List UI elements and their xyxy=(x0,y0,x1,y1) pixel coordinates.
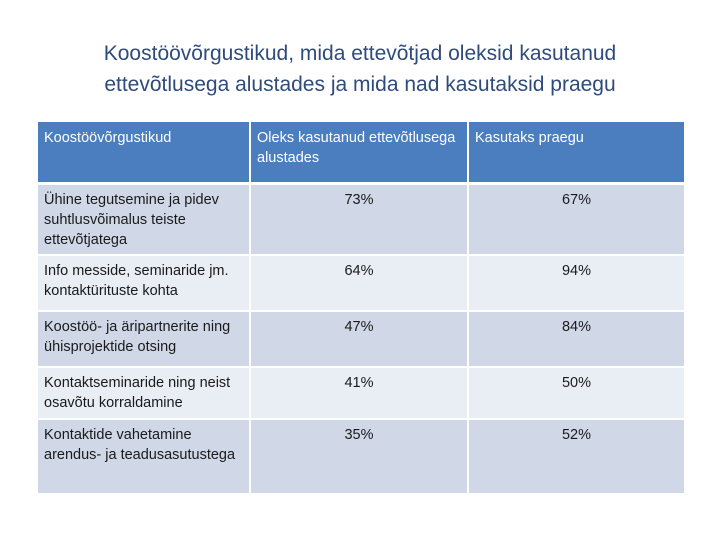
network-name: Ühine tegutsemine ja pidev suhtlusvõimalus teiste ettevõtjatega xyxy=(38,184,250,256)
would-have-used-value: 41% xyxy=(250,367,468,419)
table-header-row xyxy=(38,122,684,184)
would-have-used-value: 47% xyxy=(250,311,468,367)
would-have-used-value: 35% xyxy=(250,419,468,494)
slide-title-line-2: ettevõtlusega alustades ja mida nad kasutaksid praegu xyxy=(104,73,616,96)
would-use-now-value: 52% xyxy=(468,419,684,494)
header-networks: Koostöövõrgustikud xyxy=(38,122,250,184)
table-row xyxy=(38,311,684,367)
would-have-used-value: 73% xyxy=(250,184,468,256)
table-row xyxy=(38,367,684,419)
network-name: Info messide, seminaride jm. kontaktürituste kohta xyxy=(38,255,250,311)
table-row xyxy=(38,419,684,494)
would-use-now-value: 84% xyxy=(468,311,684,367)
network-name: Kontaktide vahetamine arendus- ja teadusasutustega xyxy=(38,419,250,494)
slide-title-line-1: Koostöövõrgustikud, mida ettevõtjad oleksid kasutanud xyxy=(103,42,617,65)
header-would-use-now: Kasutaks praegu xyxy=(468,122,684,184)
table-row xyxy=(38,184,684,256)
networks-table xyxy=(38,122,684,495)
would-use-now-value: 50% xyxy=(468,367,684,419)
would-use-now-value: 67% xyxy=(468,184,684,256)
header-would-have-used: Oleks kasutanud ettevõtlusega alustades xyxy=(250,122,468,184)
slide-title xyxy=(40,38,680,100)
network-name: Koostöö- ja äripartnerite ning ühisprojektide otsing xyxy=(38,311,250,367)
table-row xyxy=(38,255,684,311)
would-use-now-value: 94% xyxy=(468,255,684,311)
network-name: Kontaktseminaride ning neist osavõtu korraldamine xyxy=(38,367,250,419)
would-have-used-value: 64% xyxy=(250,255,468,311)
